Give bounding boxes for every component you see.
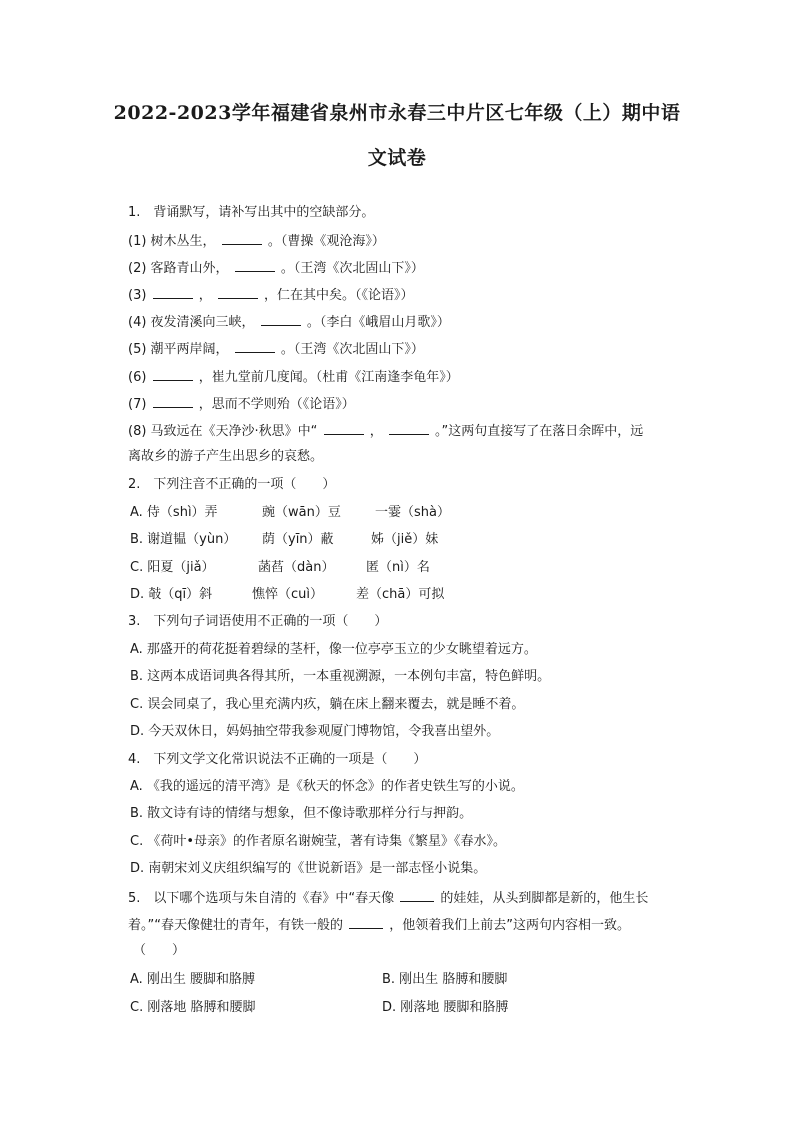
q2-option-d-1[interactable]: D. 攲（qī）斜 xyxy=(130,587,213,602)
q1-item-4 xyxy=(128,313,698,331)
q1-item-8-text-a: (8) 马致远在《天净沙·秋思》中“ xyxy=(128,424,318,439)
fill-in-blank[interactable] xyxy=(153,286,193,299)
q1-item-3-text-mid: ， xyxy=(198,288,212,303)
fill-in-blank[interactable] xyxy=(222,232,262,245)
q3-option-c[interactable]: C. 误会同桌了，我心里充满内疚，躺在床上翻来覆去，就是睡不着。 xyxy=(130,697,525,712)
q1-item-3-text-a: (3) xyxy=(128,288,147,303)
q4-option-c[interactable]: C. 《荷叶•母亲》的作者原名谢婉莹，著有诗集《繁星》《春水》。 xyxy=(130,834,507,849)
q2-option-b-1[interactable]: B. 谢道韫（yùn） xyxy=(130,532,237,547)
q2-option-c-2: 菡萏（dàn） xyxy=(258,560,335,575)
q1-item-6 xyxy=(128,368,698,386)
q5-option-a[interactable]: A. 刚出生 腰脚和胳膊 xyxy=(130,972,256,987)
q5-option-d[interactable]: D. 刚落地 腰脚和胳膊 xyxy=(382,1000,509,1015)
q1-item-2 xyxy=(128,259,698,277)
q1-item-5-text-b: 。（王湾《次北固山下》） xyxy=(280,342,424,357)
q2-option-b-2: 荫（yīn）蔽 xyxy=(262,532,334,547)
q1-item-6-text-a: (6) xyxy=(128,370,147,385)
question-5-answer-bracket: （ ） xyxy=(133,943,186,958)
q2-option-d-2: 憔悴（cuì） xyxy=(252,587,323,602)
q1-item-2-text-a: (2) 客路青山外， xyxy=(128,261,229,276)
q2-option-c-1[interactable]: C. 阳夏（jiǎ） xyxy=(130,560,215,575)
q1-item-7-text-b: ，思而不学则殆（《论语》） xyxy=(198,397,355,412)
q3-option-b[interactable]: B. 这两本成语词典各得其所，一本重视溯源，一本例句丰富，特色鲜明。 xyxy=(130,669,551,684)
question-1-stem: 1. 背诵默写，请补写出其中的空缺部分。 xyxy=(128,205,375,220)
q1-item-7-text-a: (7) xyxy=(128,397,147,412)
exam-title-line-1: 2022-2023学年福建省泉州市永春三中片区七年级（上）期中语 xyxy=(113,102,681,124)
q1-item-1-text-a: (1) 树木丛生， xyxy=(128,234,216,249)
q1-item-5 xyxy=(128,340,698,358)
q5-stem-text-a: 5. 以下哪个选项与朱自清的《春》中“春天像 xyxy=(128,891,395,906)
q1-item-4-text-a: (4) 夜发清溪向三峡， xyxy=(128,315,255,330)
q1-item-4-text-b: 。（李白《峨眉山月歌》） xyxy=(306,315,450,330)
q2-option-c-3: 匿（nì）名 xyxy=(366,560,430,575)
q5-option-c[interactable]: C. 刚落地 胳膊和腰脚 xyxy=(130,1000,256,1015)
q1-item-8-text-b: 。”这两句直接写了在落日余晖中，远 xyxy=(435,424,644,439)
q1-item-7 xyxy=(128,395,698,413)
q4-option-d[interactable]: D. 南朝宋刘义庆组织编写的《世说新语》是一部志怪小说集。 xyxy=(130,861,487,876)
q2-option-b-3: 姊（jiě）妹 xyxy=(371,532,439,547)
question-4-stem: 4. 下列文学文化常识说法不正确的一项是（ ） xyxy=(128,752,427,767)
fill-in-blank[interactable] xyxy=(261,313,301,326)
question-5-stem-line-2 xyxy=(128,916,698,934)
q4-option-a[interactable]: A. 《我的遥远的清平湾》是《秋天的怀念》的作者史铁生写的小说。 xyxy=(130,779,524,794)
fill-in-blank[interactable] xyxy=(400,889,434,902)
q4-option-b[interactable]: B. 散文诗有诗的情绪与想象，但不像诗歌那样分行与押韵。 xyxy=(130,806,473,821)
question-5-stem xyxy=(128,889,698,907)
fill-in-blank[interactable] xyxy=(153,368,193,381)
q3-option-a[interactable]: A. 那盛开的荷花挺着碧绿的茎杆，像一位亭亭玉立的少女眺望着远方。 xyxy=(130,642,537,657)
q1-item-8-continued: 离故乡的游子产生出思乡的哀愁。 xyxy=(128,449,324,464)
q5-line2-text-b: ，他领着我们上前去”这两句内容相一致。 xyxy=(389,918,631,933)
q5-line2-text-a: 着。”“春天像健壮的青年，有铁一般的 xyxy=(128,918,343,933)
q1-item-5-text-a: (5) 潮平两岸阔， xyxy=(128,342,229,357)
q5-stem-text-b: 的娃娃，从头到脚都是新的，他生长 xyxy=(440,891,649,906)
fill-in-blank[interactable] xyxy=(324,422,364,435)
exam-title-line-2: 文试卷 xyxy=(367,147,427,169)
q1-item-1-text-b: 。（曹操《观沧海》） xyxy=(267,234,385,249)
q2-option-a-2: 豌（wān）豆 xyxy=(262,505,341,520)
fill-in-blank[interactable] xyxy=(235,340,275,353)
fill-in-blank[interactable] xyxy=(218,286,258,299)
fill-in-blank[interactable] xyxy=(153,395,193,408)
q1-item-3 xyxy=(128,286,698,304)
q1-item-2-text-b: 。（王湾《次北固山下》） xyxy=(280,261,424,276)
q3-option-d[interactable]: D. 今天双休日，妈妈抽空带我参观厦门博物馆，令我喜出望外。 xyxy=(130,724,500,739)
question-2-stem: 2. 下列注音不正确的一项（ ） xyxy=(128,477,336,492)
q2-option-d-3: 差（chā）可拟 xyxy=(356,587,445,602)
q5-option-b[interactable]: B. 刚出生 胳膊和腰脚 xyxy=(382,972,508,987)
q1-item-8-text-mid: ， xyxy=(369,424,383,439)
q1-item-1 xyxy=(128,232,698,250)
q1-item-8 xyxy=(128,422,698,440)
fill-in-blank[interactable] xyxy=(389,422,429,435)
fill-in-blank[interactable] xyxy=(349,916,383,929)
question-3-stem: 3. 下列句子词语使用不正确的一项（ ） xyxy=(128,614,388,629)
q2-option-a-3: 一霎（shà） xyxy=(375,505,450,520)
q1-item-6-text-b: ，崔九堂前几度闻。（杜甫《江南逢李龟年》） xyxy=(198,370,459,385)
fill-in-blank[interactable] xyxy=(235,259,275,272)
q2-option-a-1[interactable]: A. 侍（shì）弄 xyxy=(130,505,218,520)
q1-item-3-text-b: ，仁在其中矣。（《论语》） xyxy=(264,288,414,303)
